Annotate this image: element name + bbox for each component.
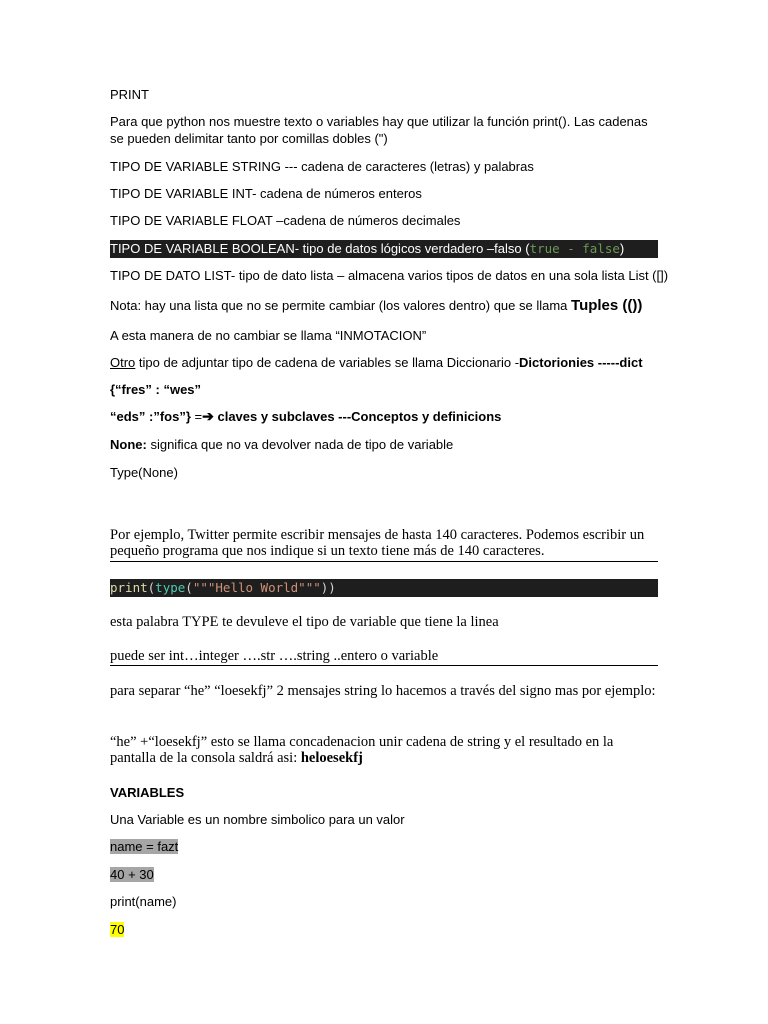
dict-example-1: {“fres” : “wes”: [110, 382, 202, 397]
code-print-keyword: print: [110, 580, 148, 595]
arrow-icon: ➔: [202, 408, 214, 424]
boolean-text: TIPO DE VARIABLE BOOLEAN- tipo de datos lógicos verdadero –falso (: [110, 241, 530, 256]
nota-text: Nota: hay una lista que no se permite cambiar (los valores dentro) que se llama: [110, 298, 572, 313]
tipo-boolean-line: [110, 240, 658, 258]
result-line: [110, 921, 124, 938]
divider-rule: [110, 561, 658, 562]
print-heading: PRINT: [110, 87, 149, 102]
result-value: 70: [110, 922, 125, 937]
separar-paragraph: para separar “he” “loesekfj” 2 mensajes string lo hacemos a través del signo mas por ejemplo:: [110, 683, 656, 699]
tipo-list-line: TIPO DE DATO LIST- tipo de dato lista – almacena varios tipos de datos en una sola lista List ([]): [110, 268, 669, 283]
print-description: Para que python nos muestre texto o variables hay que utilizar la función print(). Las cadenas se pueden delimitar tanto por comillas dobles ("): [110, 114, 648, 146]
type-none-line: Type(None): [110, 465, 178, 480]
dict-example-line-1: [110, 381, 201, 398]
tipo-float-line: TIPO DE VARIABLE FLOAT –cadena de números decimales: [110, 213, 461, 228]
divider-rule: [110, 665, 658, 666]
equals-sign: =: [190, 409, 203, 424]
boolean-close: ): [619, 241, 625, 256]
tipo-int-line: TIPO DE VARIABLE INT- cadena de números enteros: [110, 186, 422, 201]
variables-title: VARIABLES: [110, 785, 185, 800]
code-line: [110, 579, 658, 597]
concat-text: “he” +“loesekfj” esto se llama concadenacion unir cadena de string y el resultado en la pantalla de la consola saldrá asi:: [110, 734, 614, 766]
sum-expression: 40 + 30: [110, 867, 154, 882]
code-close-parens: )): [320, 580, 336, 595]
tipo-string-line: TIPO DE VARIABLE STRING --- cadena de caracteres (letras) y palabras: [110, 159, 534, 174]
none-line: [110, 436, 453, 453]
claves-text: claves y subclaves ---Conceptos y definicions: [213, 409, 502, 424]
print-name-line: print(name): [110, 894, 177, 909]
dict-example-line-2: [110, 408, 501, 425]
name-assignment-line: [110, 838, 178, 855]
code-string: """Hello World""": [192, 580, 321, 595]
code-type-keyword: type: [155, 580, 186, 595]
variable-description: Una Variable es un nombre simbolico para un valor: [110, 812, 405, 827]
dict-example-2: “eds” :”fos”}: [110, 409, 191, 424]
inmotacion-line: A esta manera de no cambiar se llama “INMOTACION”: [110, 328, 427, 343]
diccionario-text: tipo de adjuntar tipo de cadena de variables se llama Diccionario -: [135, 355, 520, 370]
type-description: esta palabra TYPE te devuleve el tipo de variable que tiene la linea: [110, 614, 499, 630]
diccionario-line: [110, 354, 643, 371]
code-paren-2: (: [185, 580, 193, 595]
none-term: None:: [110, 437, 147, 452]
concatenacion-paragraph: [110, 734, 658, 766]
sum-line: [110, 866, 154, 883]
dictorionies-term: Dictorionies -----dict: [519, 355, 643, 370]
none-text: significa que no va devolver nada de tipo de variable: [146, 437, 454, 452]
puede-ser-line: puede ser int…integer ….str ….string ..entero o variable: [110, 648, 439, 664]
ejemplo-paragraph: Por ejemplo, Twitter permite escribir mensajes de hasta 140 caracteres. Podemos escribir un pequeño programa que nos indique si un texto tiene más de 140 caracteres.: [110, 527, 645, 559]
concat-result: heloesekfj: [300, 750, 363, 766]
otro-word: Otro: [110, 355, 136, 370]
name-assignment: name = fazt: [110, 839, 179, 854]
variables-heading: [110, 784, 184, 801]
nota-line: [110, 297, 642, 314]
boolean-code: true - false: [529, 241, 620, 256]
code-paren: (: [147, 580, 156, 595]
tuples-term: Tuples (()): [571, 297, 643, 314]
